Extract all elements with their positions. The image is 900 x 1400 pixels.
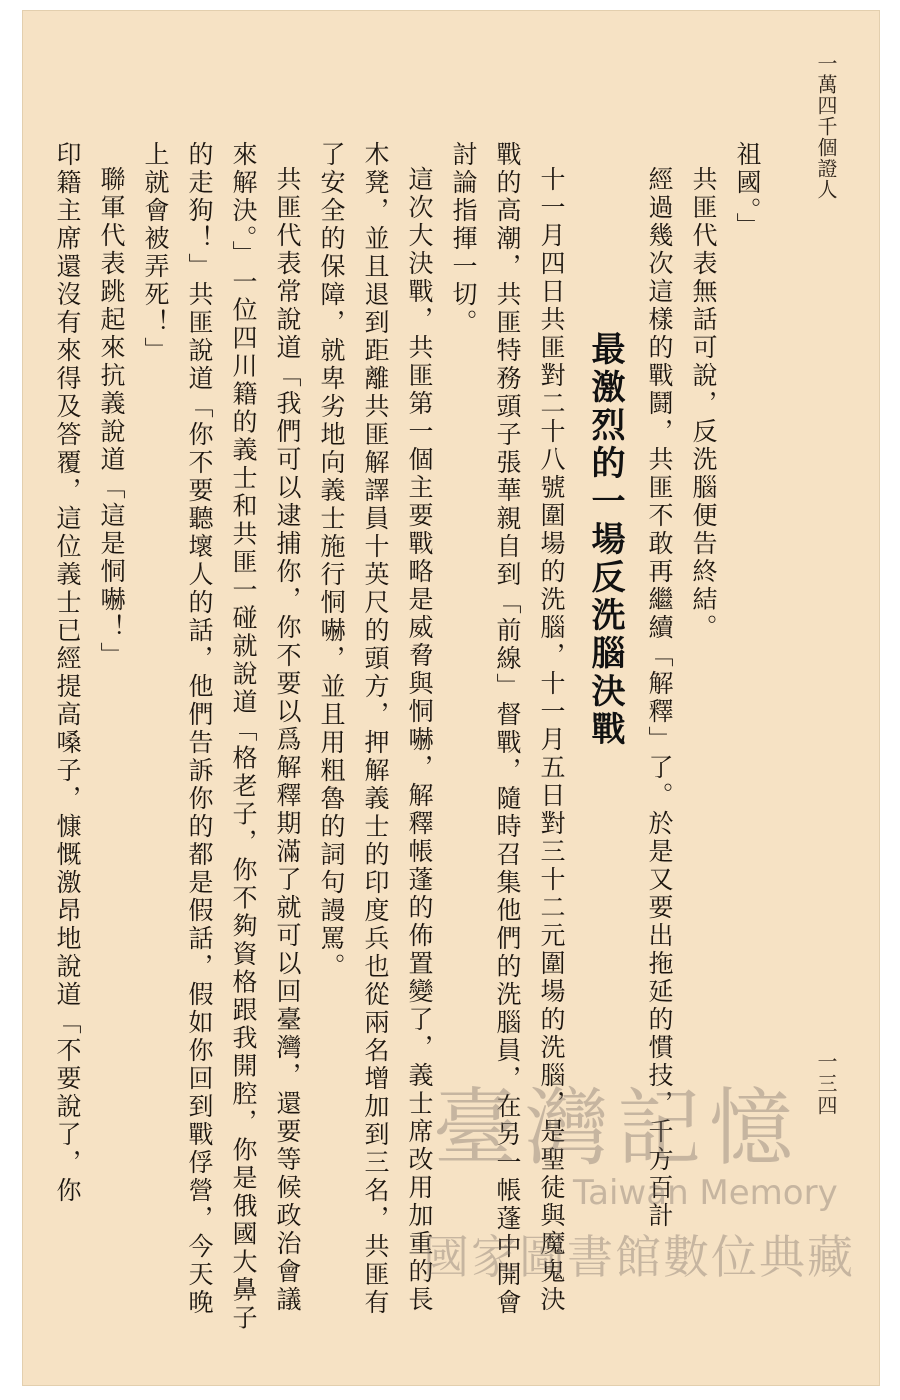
paragraph: 這次大決戰，共匪第一個主要戰略是威脅與恫嚇，解釋帳蓬的佈置變了，義士席改用加重的長木凳，並且退到距離共匪解譯員十英尺的頭方，押解義士的印度兵也從兩名增加到三名，共匪有了安全的保障，就卑劣地向義士施行恫嚇，並且用粗魯的詞句謾罵。 xyxy=(317,141,434,1317)
running-head: 一萬四千個證人 xyxy=(814,53,838,200)
paragraph: 經過幾次這樣的戰鬪，共匪不敢再繼續「解釋」了。於是又要出拖延的慣技，千方百計 xyxy=(645,166,674,1230)
taiwan-memory-watermark xyxy=(423,1061,880,1301)
paragraph: 聯軍代表跳起來抗義說道「這是恫嚇！」 xyxy=(97,166,126,670)
paragraph: 共匪代表無話可說，反洗腦便告終結。 xyxy=(689,166,718,642)
paragraph: 印籍主席還沒有來得及答覆，這位義士已經提高嗓子，慷慨激昂地說道「不要說了，你 xyxy=(53,141,82,1205)
paragraph: 祖國。」 xyxy=(733,141,762,241)
watermark-chinese: 臺灣記憶 xyxy=(433,1079,802,1177)
watermark-english: Taiwan Memory xyxy=(573,1173,838,1213)
page-number: 一三四 xyxy=(814,1051,838,1117)
section-heading: 最激烈的一場反洗腦決戰 xyxy=(585,331,625,749)
paragraph: 十一月四日共匪對二十八號圍場的洗腦，十一月五日對三十二元圍場的洗腦，是聖徒與魔鬼決戰的高潮，共匪特務頭子張華親自到「前線」督戰，隨時召集他們的洗腦員，在另一帳蓬中開會討論指揮一切。 xyxy=(449,141,566,1317)
book-page xyxy=(22,10,880,1386)
watermark-library: 國家圖書館數位典藏 xyxy=(423,1230,855,1284)
paragraph: 共匪代表常說道「我們可以逮捕你，你不要以爲解釋期滿了就可以回臺灣，還要等候政治會議來解決。」一位四川籍的義士和共匪一碰就說道「格老子，你不夠資格跟我開腔，你是俄國大鼻子的走狗！」共匪說道「你不要聽壞人的話，他們告訴你的都是假話，假如你回到戰俘營，今天晚上就會被弄死！」 xyxy=(141,141,302,1333)
